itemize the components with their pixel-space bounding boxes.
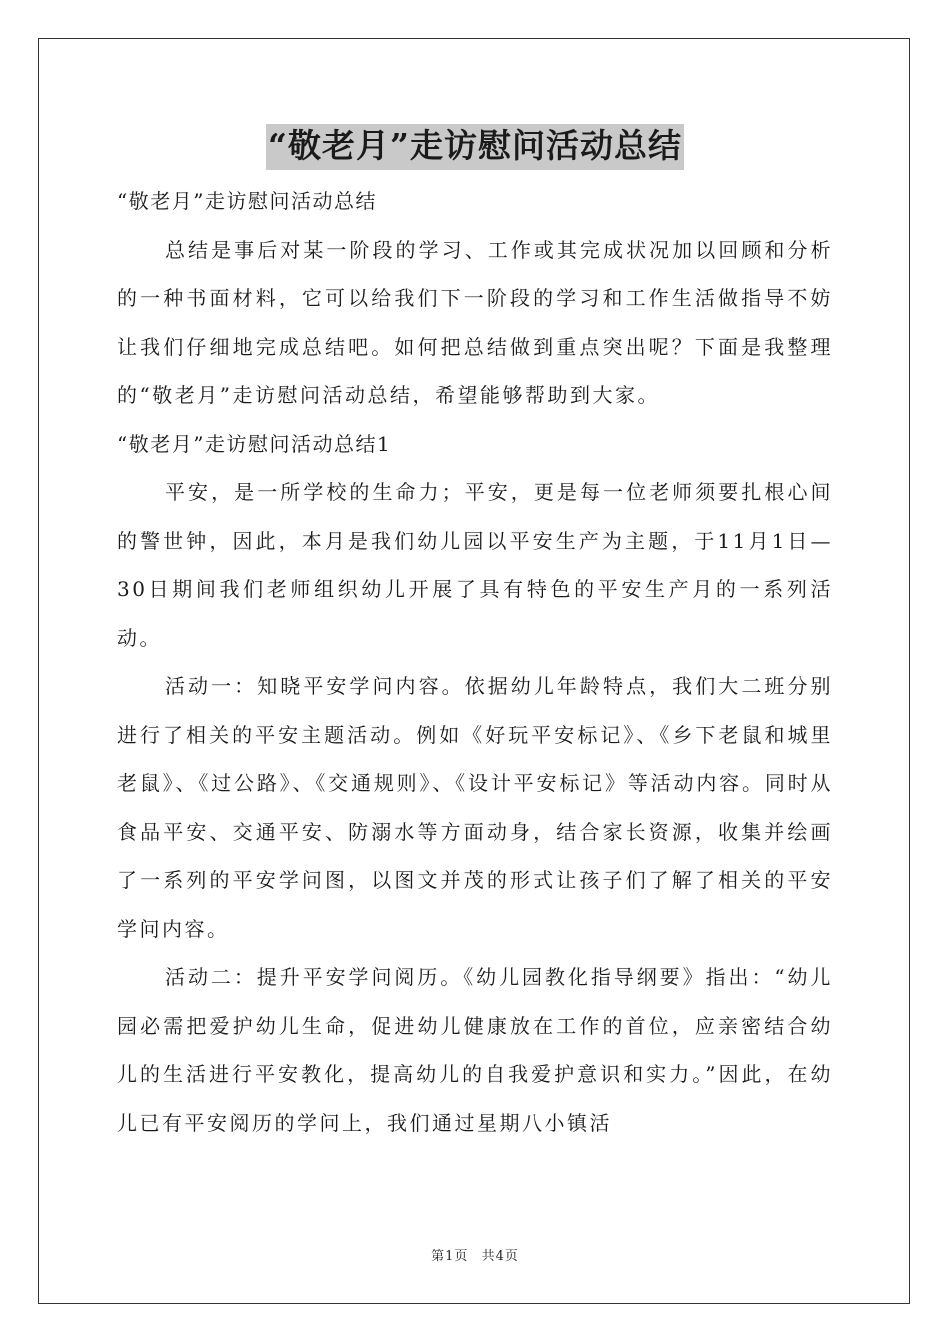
body-paragraph-1: 平安，是一所学校的生命力；平安，更是每一位老师须要扎根心间的警世钟，因此，本月是我们幼儿园以平安生产为主题，于11月1日—30日期间我们老师组织幼儿开展了具有特色的平安生产月的一系列活动。 <box>117 480 833 650</box>
document-subtitle: “敬老月”走访慰问活动总结 <box>117 189 377 213</box>
title-container <box>0 124 950 170</box>
document-title: “敬老月”走访慰问活动总结 <box>266 124 684 170</box>
page-number: 第1页 <box>431 1249 469 1264</box>
page-footer <box>0 1245 950 1264</box>
body-paragraph-3: 活动二：提升平安学问阅历。《幼儿园教化指导纲要》指出：“幼儿园必需把爱护幼儿生命，促进幼儿健康放在工作的首位，应亲密结合幼儿的生活进行平安教化，提高幼儿的自我爱护意识和实力。”因此，在幼儿已有平安阅历的学问上，我们通过星期八小镇活 <box>117 965 833 1135</box>
body-paragraph-2: 活动一：知晓平安学问内容。依据幼儿年龄特点，我们大二班分别进行了相关的平安主题活动。例如《好玩平安标记》、《乡下老鼠和城里老鼠》、《过公路》、《交通规则》、《设计平安标记》等活动内容。同时从食品平安、交通平安、防溺水等方面动身，结合家长资源，收集并绘画了一系列的平安学问图，以图文并茂的形式让孩子们了解了相关的平安学问内容。 <box>117 674 833 941</box>
intro-paragraph: 总结是事后对某一阶段的学习、工作或其完成状况加以回顾和分析的一种书面材料，它可以给我们下一阶段的学习和工作生活做指导不妨让我们仔细地完成总结吧。如何把总结做到重点突出呢？下面是我整理的“敬老月”走访慰问活动总结，希望能够帮助到大家。 <box>117 237 833 407</box>
section-heading: “敬老月”走访慰问活动总结1 <box>117 431 392 456</box>
page-total: 共4页 <box>481 1249 519 1264</box>
document-body <box>117 177 833 1147</box>
